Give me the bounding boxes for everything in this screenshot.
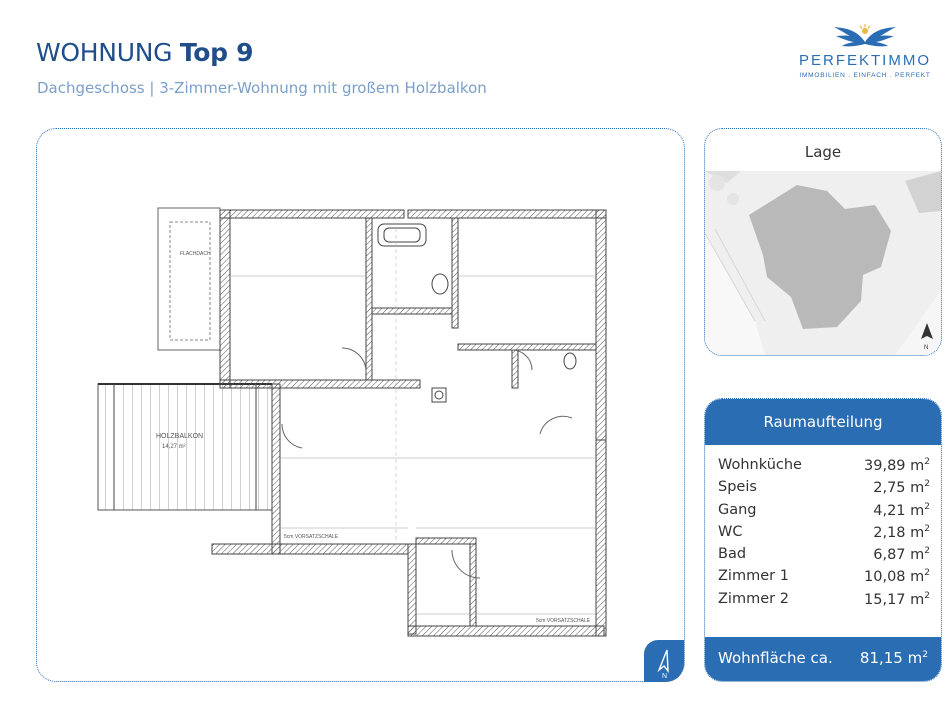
wings-icon: [832, 22, 898, 52]
plan-north-arrow: [644, 640, 684, 682]
balcony-label: HOLZBALKON: [156, 433, 204, 440]
map-north-label: N: [924, 345, 929, 351]
floorplan-drawing: [96, 198, 616, 640]
north-arrow-icon: [644, 640, 684, 682]
flachdach-label: FLACHDACH: [180, 251, 211, 257]
room-row: [718, 502, 930, 524]
room-name: WC: [718, 523, 743, 540]
raumaufteilung-title: Raumaufteilung: [705, 399, 941, 445]
balcony-area: 14,27 m²: [162, 444, 186, 450]
title-unit: Top 9: [179, 38, 254, 67]
total-area-label: Wohnfläche ca.: [718, 649, 833, 667]
room-name: Bad: [718, 546, 747, 563]
room-area: 39,89 $m^2$: [864, 457, 930, 474]
room-name: Wohnküche: [718, 457, 802, 473]
room-area: 6,87 $m^2$: [873, 546, 930, 564]
raumaufteilung-panel: [704, 398, 942, 682]
room-row: [718, 479, 930, 501]
lage-title: Lage: [804, 143, 842, 161]
room-name: Gang: [718, 501, 757, 518]
total-area-bar: [705, 637, 941, 681]
svg-text:N: N: [662, 673, 668, 680]
perfektimmo-logo: [790, 22, 940, 84]
title-prefix: WOHNUNG: [36, 38, 173, 67]
room-area: 15,17 $m^2$: [864, 590, 930, 608]
room-row: [718, 457, 930, 479]
room-area: 10,08 $m^2$: [864, 568, 930, 586]
room-row: [718, 546, 930, 568]
room-name: Speis: [718, 479, 757, 496]
room-area: 4,21 $m^2$: [873, 501, 930, 519]
total-area-value: 81,15 $m^2$: [859, 649, 928, 667]
location-map: [705, 171, 941, 355]
room-row: [718, 568, 930, 590]
page-subtitle: Dachgeschoss | 3-Zimmer-Wohnung mit großem Holzbalkon: [37, 79, 487, 97]
room-row: [718, 524, 930, 546]
page-title: [36, 38, 253, 67]
logo-tagline: IMMOBILIEN . EINFACH . PERFEKT: [799, 72, 931, 79]
logo-name: PERFEKTIMMO: [798, 52, 931, 69]
lage-panel: [704, 128, 942, 356]
vorsatzschale-label-1: 5cm VORSATZSCHALE: [284, 534, 339, 540]
room-area: 2,75 $m^2$: [873, 479, 930, 497]
room-area: 2,18 $m^2$: [873, 523, 930, 541]
room-row: [718, 591, 930, 613]
room-list: [718, 457, 930, 613]
vorsatzschale-label-2: 5cm VORSATZSCHALE: [536, 618, 591, 624]
room-name: Zimmer 1: [718, 568, 789, 585]
room-name: Zimmer 2: [718, 590, 789, 607]
